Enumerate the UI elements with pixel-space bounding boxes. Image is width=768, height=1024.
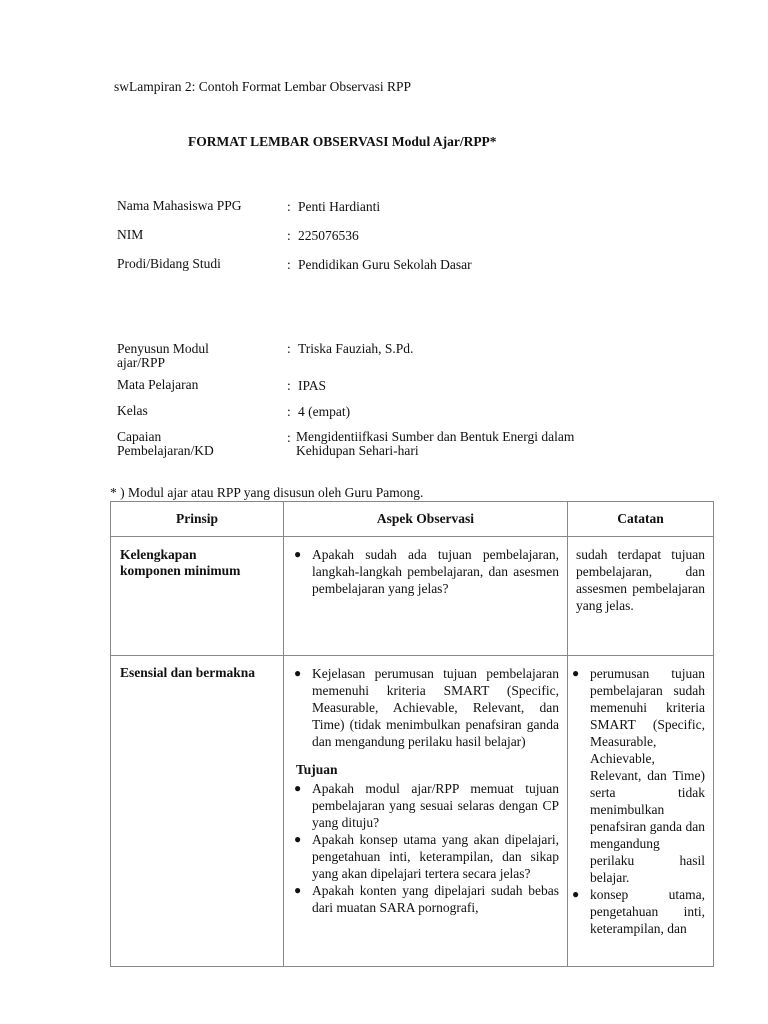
- field-colon: :: [287, 430, 291, 445]
- field-colon: :: [287, 404, 291, 419]
- field-colon: :: [287, 199, 291, 214]
- header-aspek: Aspek Observasi: [284, 502, 568, 537]
- field-value-text: Mengidentiifkasi Sumber dan Bentuk Energi dalam Kehidupan Sehari-hari: [296, 429, 575, 458]
- field-colon: :: [287, 378, 291, 393]
- field-value: [296, 430, 626, 458]
- bullet-icon: ●: [294, 666, 302, 680]
- list-item: [292, 546, 559, 597]
- field-label: Capaian Pembelajaran/KD: [117, 429, 214, 458]
- field-value: 4 (empat): [298, 404, 351, 419]
- cell-catatan: [568, 537, 714, 656]
- bullet-icon: ●: [294, 832, 302, 846]
- cell-prinsip: [111, 656, 284, 967]
- field-colon: :: [287, 341, 291, 356]
- field-colon: :: [287, 257, 291, 272]
- table-header-row: [111, 502, 714, 537]
- list-item: [292, 665, 559, 750]
- field-value: Pendidikan Guru Sekolah Dasar: [298, 257, 472, 272]
- field-label: Penyusun Modul ajar/RPP: [117, 341, 209, 370]
- aspek-items-list: [292, 780, 559, 916]
- cell-aspek: [284, 537, 568, 656]
- list-item: [292, 831, 559, 882]
- bullet-icon: ●: [294, 547, 302, 561]
- prinsip-text: Kelengkapan komponen minimum: [120, 547, 241, 578]
- field-value: Triska Fauziah, S.Pd.: [298, 341, 414, 356]
- list-item-text: Apakah konsep utama yang akan dipelajari, pengetahuan inti, keterampilan, dan sikap yang akan dipelajari tertera secara jelas?: [312, 832, 559, 881]
- list-item-text: Apakah konten yang dipelajari sudah bebas dari muatan SARA pornografi,: [312, 883, 559, 915]
- aspek-intro-list: [292, 665, 559, 750]
- list-item-text: Kejelasan perumusan tujuan pembelajaran memenuhi kriteria SMART (Specific, Measurable, Achievable, Relevant, dan Time) (tidak menimbulkan penafsiran ganda dan mengandung perilaku hasil belajar): [312, 666, 559, 749]
- bullet-icon: ●: [294, 781, 302, 795]
- observation-table: [110, 501, 714, 967]
- cell-catatan: [568, 656, 714, 967]
- table-row: [111, 537, 714, 656]
- list-item: [570, 665, 705, 886]
- prinsip-text: Esensial dan bermakna: [120, 665, 256, 680]
- catatan-content: [568, 656, 713, 965]
- field-label: NIM: [117, 227, 144, 242]
- list-item-text: Apakah modul ajar/RPP memuat tujuan pembelajaran yang sesuai selaras dengan CP yang dituju?: [312, 781, 559, 830]
- header-catatan: Catatan: [568, 502, 714, 537]
- field-value: 225076536: [298, 228, 359, 243]
- list-item-text: perumusan tujuan pembelajaran sudah memenuhi kriteria SMART (Specific, Measurable, Achievable, Relevant, dan Time) serta tidak menimbulkan penafsiran ganda dan mengandung perilaku hasil belajar.: [590, 666, 705, 885]
- bullet-icon: ●: [572, 666, 580, 680]
- bullet-icon: ●: [294, 883, 302, 897]
- header-line: swLampiran 2: Contoh Format Lembar Observasi RPP: [114, 79, 411, 94]
- field-label: Mata Pelajaran: [117, 377, 199, 392]
- catatan-text: sudah terdapat tujuan pembelajaran, dan assesmen pembelajaran yang jelas.: [576, 547, 705, 613]
- cell-aspek: [284, 656, 568, 967]
- subheading-tujuan: Tujuan: [296, 762, 338, 777]
- catatan-list: [570, 665, 705, 937]
- footnote: * ) Modul ajar atau RPP yang disusun oleh Guru Pamong.: [110, 485, 424, 500]
- bullet-icon: ●: [572, 887, 580, 901]
- list-item: [292, 882, 559, 916]
- field-value: Penti Hardianti: [298, 199, 381, 214]
- field-label: Kelas: [117, 403, 148, 418]
- field-label: Prodi/Bidang Studi: [117, 256, 221, 271]
- aspek-content: [284, 656, 567, 965]
- header-prinsip: Prinsip: [111, 502, 284, 537]
- field-label: Nama Mahasiswa PPG: [117, 198, 242, 213]
- list-item-text: konsep utama, pengetahuan inti, keterampilan, dan: [590, 887, 705, 936]
- list-item: [570, 886, 705, 937]
- table-row: [111, 656, 714, 967]
- field-colon: :: [287, 228, 291, 243]
- field-value: IPAS: [298, 378, 327, 393]
- page-title: FORMAT LEMBAR OBSERVASI Modul Ajar/RPP*: [188, 134, 497, 149]
- aspek-list: [284, 537, 567, 597]
- list-item: [292, 780, 559, 831]
- cell-prinsip: [111, 537, 284, 656]
- list-item-text: Apakah sudah ada tujuan pembelajaran, langkah-langkah pembelajaran, dan asesmen pembelajaran yang jelas?: [312, 547, 559, 596]
